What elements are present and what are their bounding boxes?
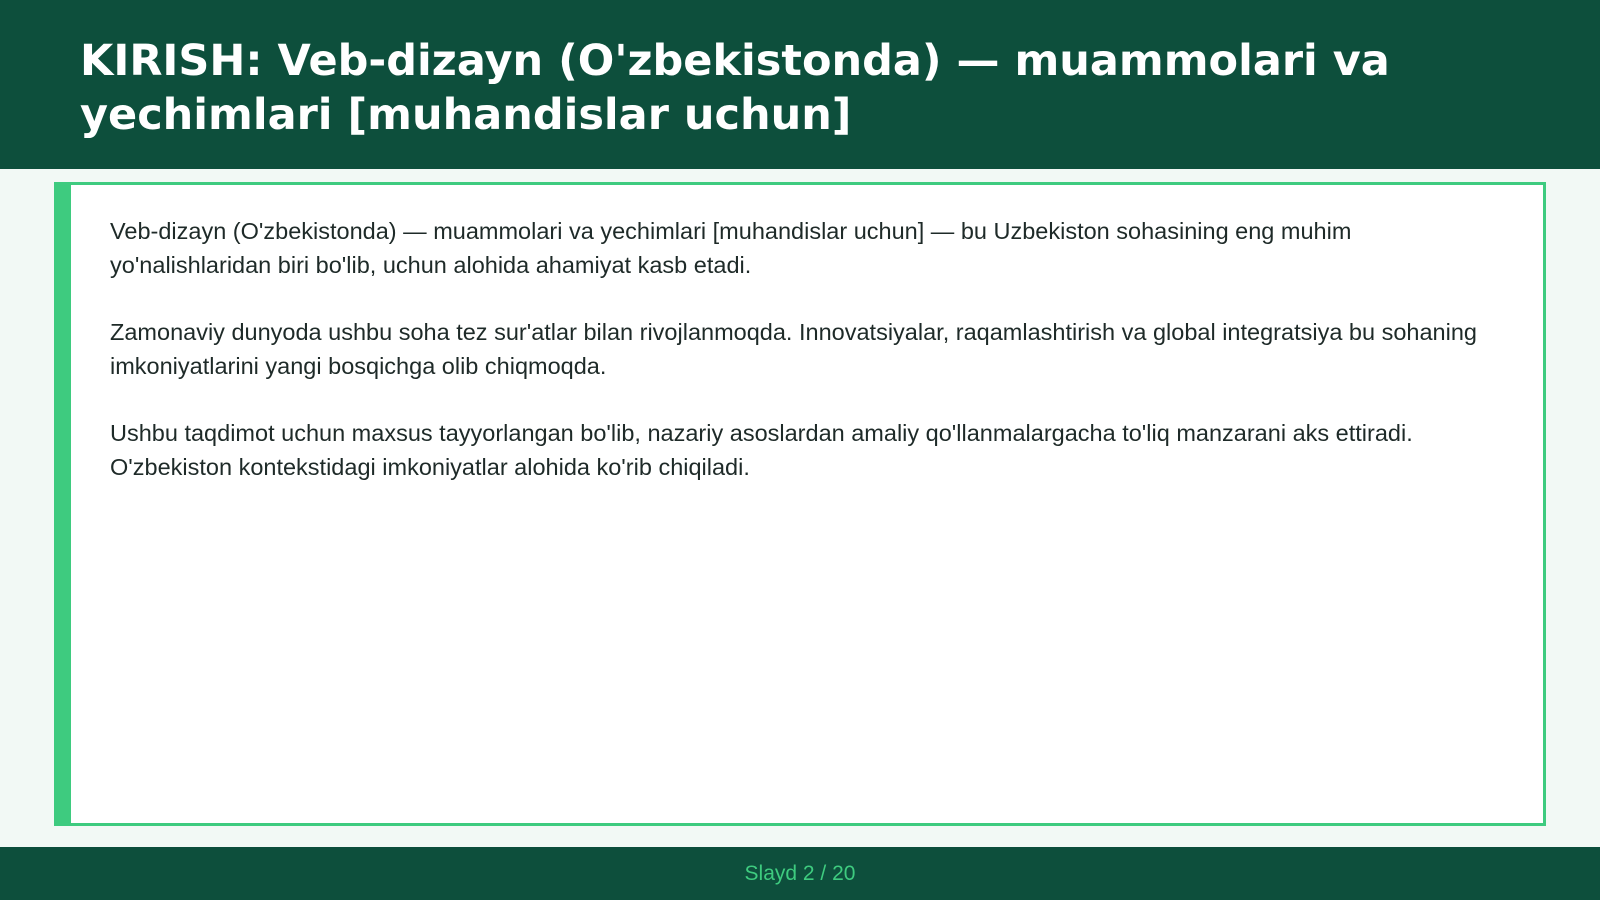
paragraph-modern-world: Zamonaviy dunyoda ushbu soha tez sur'atlar bilan rivojlanmoqda. Innovatsiyalar, raqamlashtirish va global integratsiya bu sohaning imkoniyatlarini yangi bosqichga olib chiqmoqda. xyxy=(110,319,1477,379)
slide-footer xyxy=(0,847,1600,900)
content-body xyxy=(110,214,1490,517)
paragraph-intro: Veb-dizayn (O'zbekistonda) — muammolari va yechimlari [muhandislar uchun] — bu Uzbekiston sohasining eng muhim yo'nalishlaridan biri bo'lib, uchun alohida ahamiyat kasb etadi. xyxy=(110,218,1352,278)
slide-title: KIRISH: Veb-dizayn (O'zbekistonda) — muammolari va yechimlari [muhandislar uchun] xyxy=(80,36,1390,140)
content-card xyxy=(54,182,1546,826)
slide-counter: Slayd 2 / 20 xyxy=(744,862,856,885)
slide-header xyxy=(0,0,1600,169)
paragraph-presentation-scope: Ushbu taqdimot uchun maxsus tayyorlangan bo'lib, nazariy asoslardan amaliy qo'llanmalargacha to'liq manzarani aks ettiradi. O'zbekiston kontekstidagi imkoniyatlar alohida ko'rib chiqiladi. xyxy=(110,420,1413,480)
